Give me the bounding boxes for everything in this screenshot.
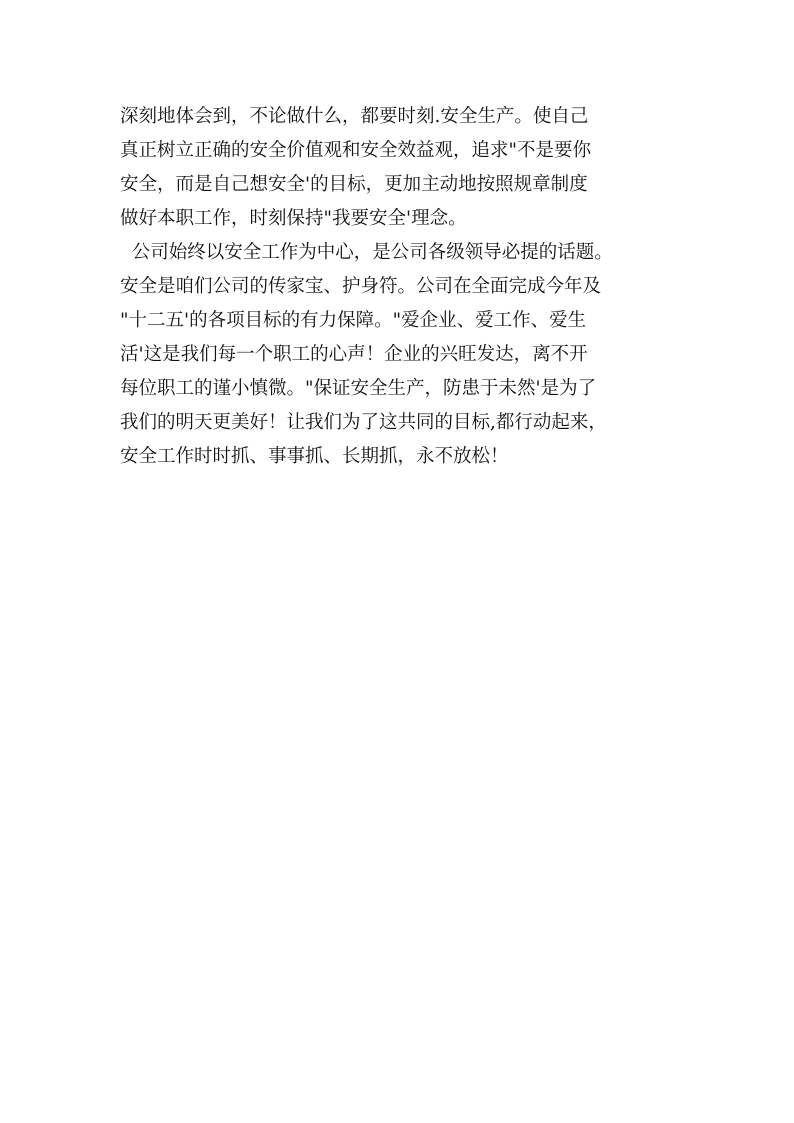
text-line: 做好本职工作，时刻保持"我要安全'理念。 [120, 208, 467, 229]
text-line: 真正树立正确的安全价值观和安全效益观，追求"不是要你 [120, 140, 592, 161]
text-line: 安全工作时时抓、事事抓、长期抓，永不放松！ [120, 446, 509, 467]
text-line: 每位职工的谨小慎微。"保证安全生产，防患于未然'是为了 [120, 378, 597, 399]
document-body [120, 100, 700, 474]
text-line: 安全，而是自己想安全'的目标，更加主动地按照规章制度 [120, 174, 588, 195]
text-line: 深刻地体会到，不论做什么，都要时刻.安全生产。使自己 [120, 106, 589, 127]
paragraph-start-line: 公司始终以安全工作为中心，是公司各级领导必提的话题。 [120, 242, 613, 263]
text-line: 我们的明天更美好！让我们为了这共同的目标,都行动起来， [120, 412, 607, 433]
text-line: "十二五'的各项目标的有力保障。"爱企业、爱工作、爱生 [120, 310, 587, 331]
text-line: 活'这是我们每一个职工的心声！企业的兴旺发达，离不开 [120, 344, 588, 365]
text-line: 安全是咱们公司的传家宝、护身符。公司在全面完成今年及 [120, 276, 602, 297]
